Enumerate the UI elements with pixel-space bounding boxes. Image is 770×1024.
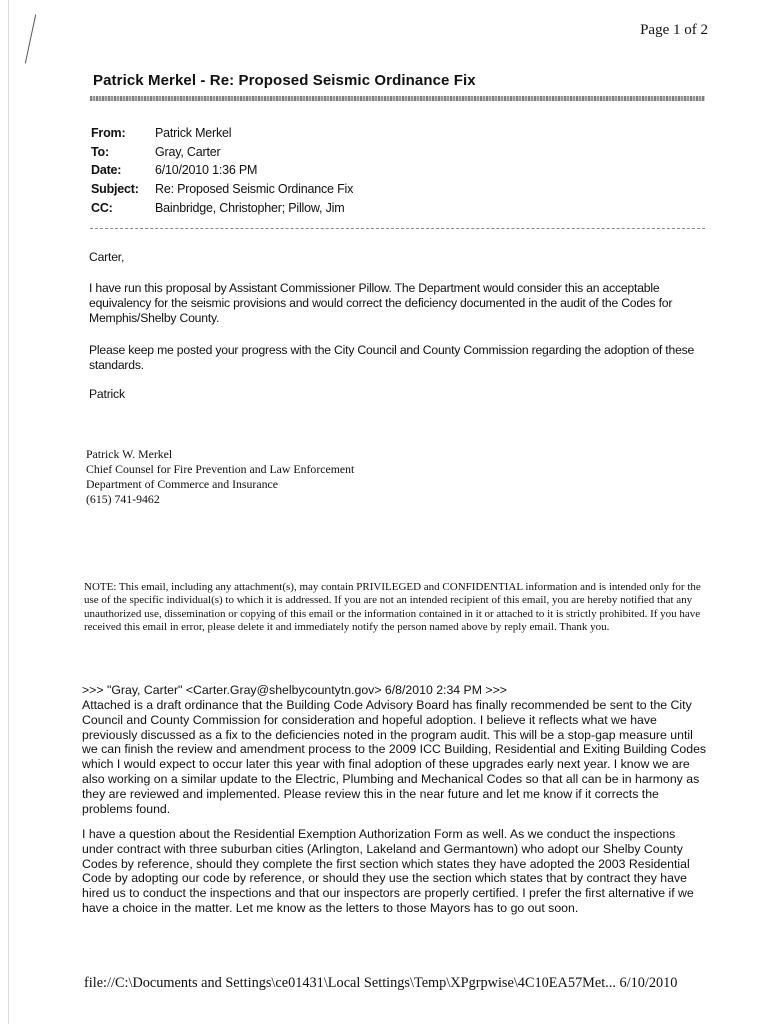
header-row-date — [91, 161, 353, 180]
scan-mark-top-left — [25, 14, 36, 63]
header-label: Subject: — [91, 182, 139, 197]
header-label: To: — [91, 144, 109, 159]
signature-block — [86, 447, 354, 507]
header-value: Patrick Merkel — [155, 126, 232, 140]
quoted-header: >>> "Gray, Carter" <Carter.Gray@shelbycountytn.gov> 6/8/2010 2:34 PM >>> — [82, 683, 507, 697]
header-value: Bainbridge, Christopher; Pillow, Jim — [155, 200, 345, 215]
header-row-subject — [91, 180, 353, 199]
signature-department: Department of Commerce and Insurance — [86, 477, 278, 491]
title-divider — [90, 96, 705, 101]
message-paragraph-1: I have run this proposal by Assistant Commissioner Pillow. The Department would consider this an acceptable equivalency for the seismic provisions and would correct the deficiency documented in the audit of the Codes for Memphis/Shelby County. — [89, 281, 673, 325]
signature-title: Chief Counsel for Fire Prevention and Law Enforcement — [86, 462, 355, 476]
scan-mark-left-edge — [8, 0, 9, 1024]
quoted-paragraph-2: I have a question about the Residential Exemption Authorization Form as well. As we conduct the inspections under contract with three suburban cities (Arlington, Lakeland and Germantown) who adopt our Shelby County Codes by reference, should they complete the first section which states they have adopted the 2003 Residential Code by adopting our code by reference, or should they use the section which states that by contract they have hired us to conduct the inspections and that our inspectors are properly certified. I prefer the first alternative if we have a choice in the matter. Let me know as the letters to those Mayors has to go out soon. — [82, 827, 694, 915]
header-row-cc — [91, 199, 353, 218]
header-label: CC: — [91, 200, 113, 215]
confidentiality-notice: NOTE: This email, including any attachment(s), may contain PRIVILEGED and CONFIDENTIAL information and is intended only for the use of the specific individual(s) to which it is addressed. If you are not an intended recipient of this email, you are hereby notified that any unauthorized use, dissemination or copying of this email or the information contained in it or attached to it is strictly prohibited. If you have received this email in error, please delete it and immediately notify the person named above by reply email. Thank you. — [84, 581, 701, 633]
salutation: Carter, — [89, 250, 125, 264]
header-row-to — [91, 143, 353, 162]
header-value: Gray, Carter — [155, 144, 221, 159]
email-header — [91, 124, 353, 218]
footer-file-path: file://C:\Documents and Settings\ce01431\Local Settings\Temp\XPgrpwise\4C10EA57Met... 6/10/2010 — [84, 975, 678, 991]
header-value: 6/10/2010 1:36 PM — [155, 163, 258, 178]
header-divider — [90, 228, 705, 229]
header-label: From: — [91, 126, 126, 140]
signature-phone: (615) 741-9462 — [86, 492, 160, 506]
page-number: Page 1 of 2 — [640, 22, 708, 38]
signoff: Patrick — [89, 387, 125, 401]
signature-name: Patrick W. Merkel — [86, 447, 173, 461]
message-paragraph-2: Please keep me posted your progress with the City Council and County Commission regarding the adoption of these standards. — [89, 343, 695, 372]
header-label: Date: — [91, 163, 122, 178]
header-value: Re: Proposed Seismic Ordinance Fix — [155, 182, 354, 197]
email-title: Patrick Merkel - Re: Proposed Seismic Ordinance Fix — [93, 72, 476, 89]
header-row-from — [91, 124, 353, 143]
quoted-paragraph-1: Attached is a draft ordinance that the Building Code Advisory Board has finally recommended be sent to the City Council and County Commission for consideration and hopeful adoption. I believe it reflects what we have previously discussed as a fix to the deficiencies noted in the program audit. This will be a stop-gap measure until we can finish the review and amendment process to the 2009 ICC Building, Residential and Exiting Building Codes which I would expect to occur later this year with final adoption of these upgrades early next year. I know we are also working on a similar update to the Electric, Plumbing and Mechanical Codes so that all can be in harmony as they are reviewed and implemented. Please review this in the near future and let me know if it corrects the problems found. — [82, 698, 707, 816]
